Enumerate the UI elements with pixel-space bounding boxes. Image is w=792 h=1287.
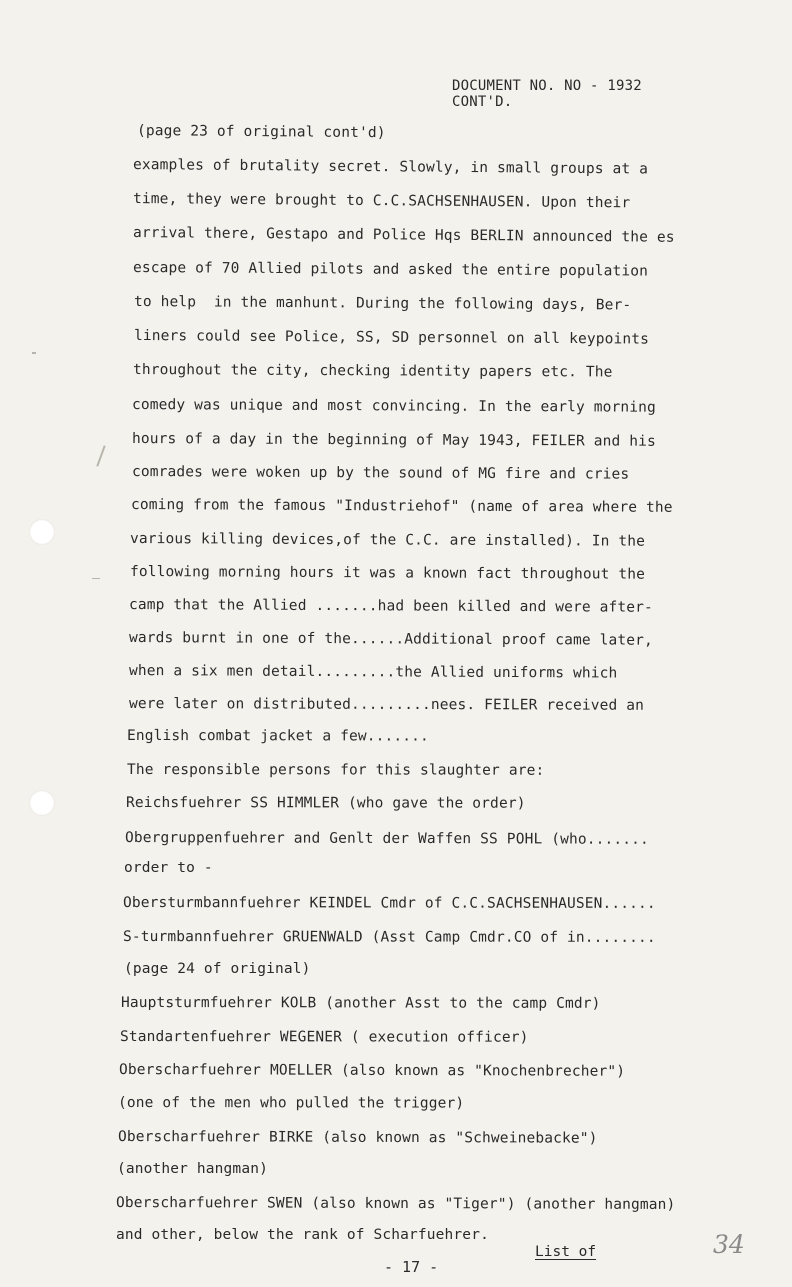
text-line: to help in the manhunt. During the following days, Ber- xyxy=(133,294,632,314)
text-line: Oberscharfuehrer MOELLER (also known as "Knochenbrecher") xyxy=(118,1062,626,1080)
text-line: when a six men detail.........the Allied uniforms which xyxy=(128,663,618,682)
text-line: Standartenfuehrer WEGENER ( execution officer) xyxy=(119,1029,529,1046)
text-line: throughout the city, checking identity papers etc. The xyxy=(132,362,613,381)
stray-mark xyxy=(96,445,105,466)
handwritten-page-number: 34 xyxy=(713,1230,745,1259)
text-line: were later on distributed.........nees. FEILER received an xyxy=(128,696,645,714)
text-line: English combat jacket a few....... xyxy=(126,728,429,745)
text-line: hours of a day in the beginning of May 1943, FEILER and his xyxy=(131,431,656,450)
text-line: Reichsfuehrer SS HIMMLER (who gave the order) xyxy=(125,795,526,812)
stray-mark xyxy=(92,578,100,579)
stray-mark xyxy=(32,352,36,354)
text-line: S-turmbannfuehrer GRUENWALD (Asst Camp Cmdr.CO of in........ xyxy=(122,929,656,946)
text-line: following morning hours it was a known fact throughout the xyxy=(129,564,646,583)
document-number-block xyxy=(452,78,642,110)
text-line: The responsible persons for this slaughter are: xyxy=(126,762,545,779)
continuation-label: List of xyxy=(535,1244,597,1260)
text-line: time, they were brought to C.C.SACHSENHAUSEN. Upon their xyxy=(132,191,631,212)
text-line: Oberscharfuehrer BIRKE (also known as "Schweinebacke") xyxy=(117,1129,598,1147)
continued-label: CONT'D. xyxy=(452,94,513,110)
text-line: Oberscharfuehrer SWEN (also known as "Tiger") (another hangman) xyxy=(115,1195,676,1213)
text-line: liners could see Police, SS, SD personnel on all keypoints xyxy=(133,328,650,348)
text-line: (page 24 of original) xyxy=(124,961,311,977)
text-line: Obergruppenfuehrer and Genlt der Waffen SS POHL (who....... xyxy=(124,830,649,848)
document-number: DOCUMENT NO. NO - 1932 xyxy=(452,78,642,94)
text-line: various killing devices,of the C.C. are installed). In the xyxy=(129,531,646,550)
text-line: comedy was unique and most convincing. In the early morning xyxy=(131,397,656,416)
punch-hole xyxy=(29,790,55,816)
text-line: (one of the men who pulled the trigger) xyxy=(117,1095,465,1112)
text-line: Hauptsturmfuehrer KOLB (another Asst to the camp Cmdr) xyxy=(120,995,601,1012)
text-line: wards burnt in one of the......Additional proof came later, xyxy=(128,630,653,649)
text-line: order to - xyxy=(124,860,213,876)
text-line: (page 23 of original cont'd) xyxy=(136,123,386,142)
page-footer: - 17 - xyxy=(384,1258,439,1276)
text-line: escape of 70 Allied pilots and asked the entire population xyxy=(132,260,649,280)
text-line: (another hangman) xyxy=(117,1161,268,1177)
text-line: comrades were woken up by the sound of MG fire and cries xyxy=(131,464,630,483)
punch-hole xyxy=(29,519,55,545)
text-line: Obersturmbannfuehrer KEINDEL Cmdr of C.C.SACHSENHAUSEN...... xyxy=(122,895,656,912)
text-line: arrival there, Gestapo and Police Hqs BERLIN announced the es xyxy=(132,225,675,246)
text-line: coming from the famous "Industriehof" (name of area where the xyxy=(130,497,673,516)
text-line: and other, below the rank of Scharfuehrer. xyxy=(116,1227,489,1243)
text-line: examples of brutality secret. Slowly, in small groups at a xyxy=(132,157,649,178)
text-line: camp that the Allied .......had been killed and were after- xyxy=(128,597,653,616)
